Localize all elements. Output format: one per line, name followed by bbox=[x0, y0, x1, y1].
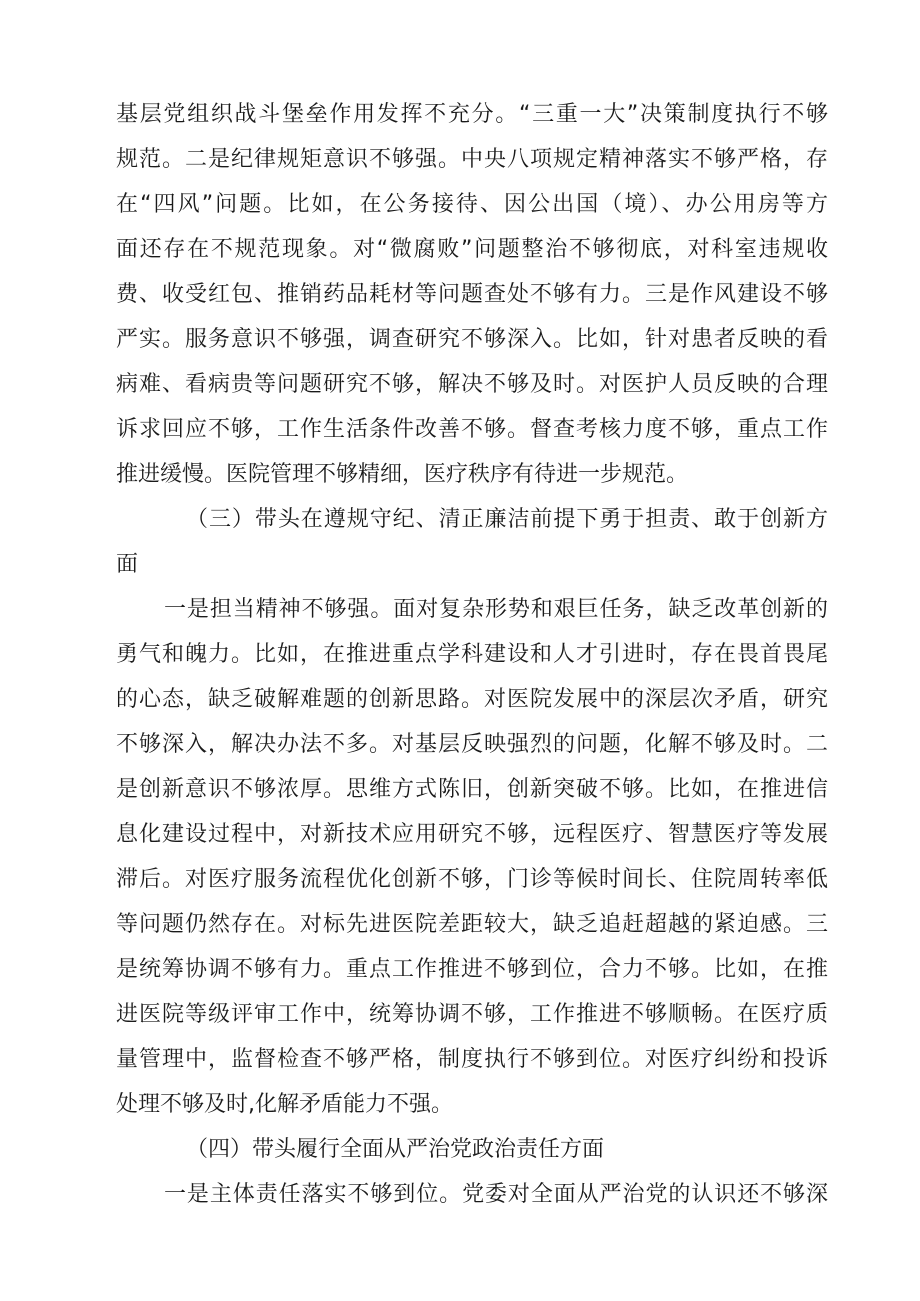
paragraph-line: 处理不够及时,化解矛盾能力不强。 bbox=[116, 1092, 453, 1117]
paragraph-line: 进医院等级评审工作中，统筹协调不够，工作推进不够顺畅。在医疗质 bbox=[116, 1002, 828, 1027]
paragraph-line: 一是主体责任落实不够到位。党委对全面从严治党的认识还不够深 bbox=[164, 1182, 828, 1207]
paragraph-line: 是创新意识不够浓厚。思维方式陈旧，创新突破不够。比如，在推进信 bbox=[116, 777, 828, 802]
paragraph-line: 不够深入，解决办法不多。对基层反映强烈的问题，化解不够及时。二 bbox=[116, 732, 828, 757]
paragraph-line: 勇气和魄力。比如，在推进重点学科建设和人才引进时，存在畏首畏尾 bbox=[116, 642, 828, 667]
paragraph-line: 费、收受红包、推销药品耗材等问题查处不够有力。三是作风建设不够 bbox=[116, 282, 828, 307]
paragraph-line: 滞后。对医疗服务流程优化创新不够，门诊等候时间长、住院周转率低 bbox=[116, 867, 828, 892]
paragraph-line: 一是担当精神不够强。面对复杂形势和艰巨任务，缺乏改革创新的 bbox=[164, 597, 828, 622]
paragraph-line: 基层党组织战斗堡垒作用发挥不充分。“三重一大”决策制度执行不够 bbox=[116, 102, 828, 127]
paragraph-line: 量管理中，监督检查不够严格，制度执行不够到位。对医疗纠纷和投诉 bbox=[116, 1047, 828, 1072]
section-heading-3-continued: 面 bbox=[116, 552, 139, 577]
paragraph-line: 病难、看病贵等问题研究不够，解决不够及时。对医护人员反映的合理 bbox=[116, 372, 828, 397]
section-heading-3: （三）带头在遵规守纪、清正廉洁前提下勇于担责、敢于创新方 bbox=[186, 507, 828, 532]
paragraph-line: 规范。二是纪律规矩意识不够强。中央八项规定精神落实不够严格，存 bbox=[116, 147, 828, 172]
paragraph-line: 面还存在不规范现象。对“微腐败”问题整治不够彻底，对科室违规收 bbox=[116, 237, 828, 262]
paragraph-line: 的心态，缺乏破解难题的创新思路。对医院发展中的深层次矛盾，研究 bbox=[116, 687, 828, 712]
paragraph-line: 严实。服务意识不够强，调查研究不够深入。比如，针对患者反映的看 bbox=[116, 327, 828, 352]
section-heading-4: （四）带头履行全面从严治党政治责任方面 bbox=[186, 1137, 605, 1162]
paragraph-line: 在“四风”问题。比如，在公务接待、因公出国（境）、办公用房等方 bbox=[116, 192, 828, 217]
paragraph-line: 推进缓慢。医院管理不够精细，医疗秩序有待进一步规范。 bbox=[116, 462, 689, 487]
paragraph-line: 是统筹协调不够有力。重点工作推进不够到位，合力不够。比如，在推 bbox=[116, 957, 828, 982]
paragraph-line: 诉求回应不够，工作生活条件改善不够。督查考核力度不够，重点工作 bbox=[116, 417, 828, 442]
paragraph-line: 息化建设过程中，对新技术应用研究不够，远程医疗、智慧医疗等发展 bbox=[116, 822, 828, 847]
paragraph-line: 等问题仍然存在。对标先进医院差距较大，缺乏追赶超越的紧迫感。三 bbox=[116, 912, 828, 937]
